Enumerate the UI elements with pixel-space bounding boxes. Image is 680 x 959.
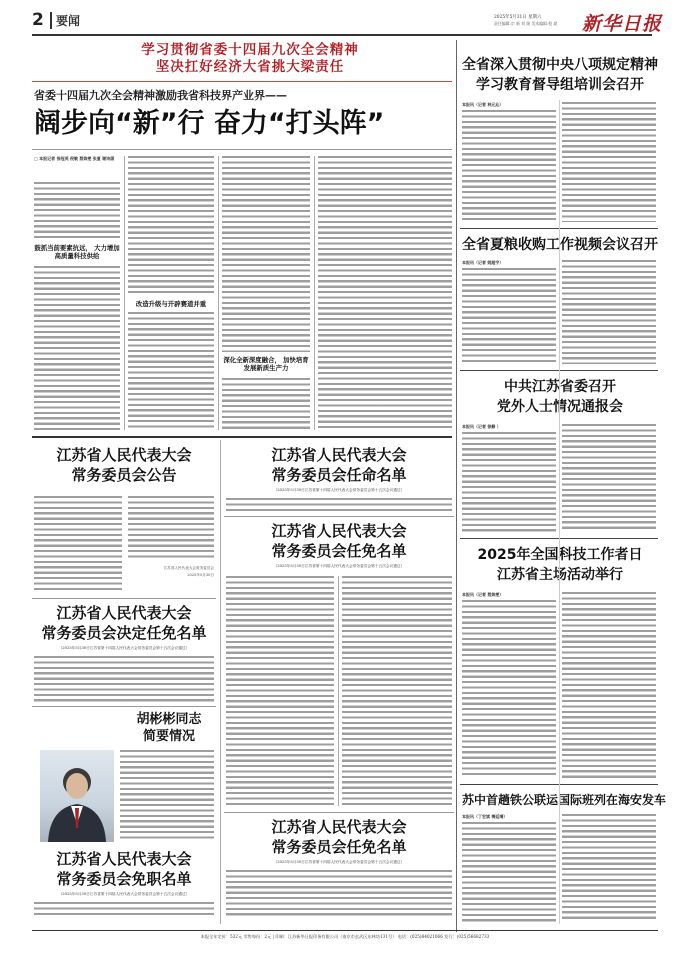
removal-list-col1 <box>226 576 334 806</box>
decision-title-1: 江苏省人民代表大会 <box>56 604 192 622</box>
story3-text-col2 <box>562 424 656 532</box>
paper-logo: 新华日报 <box>582 13 663 35</box>
banner-rule <box>32 81 452 82</box>
notices-divider <box>220 440 221 924</box>
profile-body <box>120 750 214 842</box>
lead-subhead-3: 深化全新深度融合， 加快培育发展新质生产力 <box>223 356 309 372</box>
decision-title-2: 常务委员会决定任免名单 <box>41 624 207 642</box>
lead-col-divider-3 <box>314 156 315 430</box>
lead-kicker: 省委十四届九次全会精神激励我省科技界产业界—— <box>34 89 287 102</box>
appointment-body <box>226 498 452 512</box>
portrait-figure <box>40 750 114 842</box>
lead-col1-text-b <box>34 266 120 430</box>
removal2-title-1: 江苏省人民代表大会 <box>271 818 407 836</box>
appointment-title-2: 常务委员会任命名单 <box>271 466 407 484</box>
masthead-rule <box>32 34 652 36</box>
lead-byline: □ 本报记者 徐冠英 倪敏 蔡姝雯 张夏 谢诗涵 <box>34 156 115 161</box>
lead-col1-text-a <box>34 182 120 240</box>
banner-line-1: 学习贯彻省委十四届九次全会精神 <box>141 42 359 58</box>
removal2-body <box>226 870 452 918</box>
removal-list-col2 <box>342 576 452 806</box>
story1-text-col1 <box>462 110 556 222</box>
lead-headline: 阔步向“新”行 奋力“打头阵” <box>34 108 385 139</box>
dismissal-title-2: 常务委员会免职名单 <box>56 870 192 888</box>
story4-text-col2 <box>562 592 656 778</box>
announcement-signature: 江苏省人民代表大会常务委员会 <box>163 566 214 570</box>
story4-byline: 本报讯（记者 蔡姝雯） <box>462 592 504 597</box>
story3-text-col1 <box>462 432 556 532</box>
story3-title-1: 中共江苏省委召开 <box>504 379 616 395</box>
story5-text-col2 <box>562 814 656 922</box>
banner <box>60 42 440 76</box>
story1-title-1: 全省深入贯彻中央八项规定精神 <box>462 57 658 73</box>
decision-rule <box>32 706 216 707</box>
appointment-note: （2025年5月30日江苏省第十四届人民代表大会常务委员会第十五次会议通过） <box>273 488 405 492</box>
lead-col4-text <box>318 156 452 430</box>
removal2-title-2: 常务委员会任免名单 <box>271 838 407 856</box>
appointment-title-1: 江苏省人民代表大会 <box>271 446 407 464</box>
story4-text-col1 <box>462 600 556 778</box>
removal2-note: （2025年5月30日江苏省第十四届人民代表大会常务委员会第十五次会议通过） <box>273 860 405 864</box>
announcement-body <box>34 496 122 592</box>
story2-text-col2 <box>562 260 656 364</box>
dismissal-title-1: 江苏省人民代表大会 <box>56 850 192 868</box>
masthead <box>0 0 680 38</box>
lead-col3-text-b <box>222 378 310 430</box>
lead-subhead-2: 改造升级与开辟赛道并重 <box>135 300 207 308</box>
announcement-date: 2025年5月30日 <box>187 573 214 577</box>
removal-title-2: 常务委员会任免名单 <box>271 542 407 560</box>
removal-note: （2025年5月30日江苏省第十四届人民代表大会常务委员会第十五次会议通过） <box>273 564 405 568</box>
footer-text: 本报全年定价：532元 零售每份：2元 | 印刷：江苏新华日报印务有限公司（南京市玄武区东林坊131号） 电话：(025)84021066 发行：(025)56682733 <box>200 934 490 939</box>
profile-title-2: 简要情况 <box>142 729 195 744</box>
right-column-divider <box>559 100 560 924</box>
story1-title-2: 学习教育督导组培训会召开 <box>476 77 644 93</box>
page-number: 2 <box>32 10 44 30</box>
issue-date: 2025年5月31日 星期六 <box>494 15 542 20</box>
main-column-divider <box>456 40 457 932</box>
announcement-title-1: 江苏省人民代表大会 <box>56 446 192 464</box>
story3-title-2: 党外人士情况通报会 <box>497 399 623 415</box>
lead-col-divider-2 <box>218 156 219 430</box>
banner-line-2: 坚决扛好经济大省挑大梁责任 <box>155 59 345 75</box>
removal-rule <box>224 812 454 813</box>
lead-rule <box>32 149 452 150</box>
lead-col2-text-b <box>128 312 214 430</box>
announcement-title-2: 常务委员会公告 <box>71 466 177 484</box>
announcement-rule <box>32 598 216 599</box>
decision-body <box>34 656 214 702</box>
lead-col2-text-a <box>128 156 214 296</box>
story2-title: 全省夏粮收购工作视频会议召开 <box>462 237 658 253</box>
section-name: 要闻 <box>56 14 81 28</box>
story1-byline: 本报讯（记者 林元沁） <box>462 102 504 107</box>
story5-byline: 本报讯（丁宏斌 梅廷靖） <box>462 814 508 819</box>
page-number-divider <box>50 12 52 29</box>
removal-title-1: 江苏省人民代表大会 <box>271 522 407 540</box>
removal-list-divider <box>338 576 339 806</box>
lead-col3-text-a <box>222 156 310 352</box>
story5-text-col1 <box>462 822 556 922</box>
editors-line: 责任编辑:宗 新 刘 娟 美术编辑:倪 斌 <box>494 21 558 26</box>
story2-byline: 本报讯（记者 姚超宇） <box>462 260 504 265</box>
story4-title-2: 江苏省主场活动举行 <box>497 567 623 583</box>
story5-title: 苏中首趟铁公联运国际班列在海安发车 <box>462 793 667 807</box>
dismissal-body <box>34 902 214 916</box>
lead-subhead-1: 鼓抓当前要素抗远， 大力增加高质量科技供给 <box>34 244 120 260</box>
announcement-body-2 <box>128 496 214 560</box>
decision-note: （2025年5月30日江苏省第十四届人民代表大会常务委员会第十五次会议通过） <box>58 646 190 650</box>
lead-bottom-rule <box>32 436 452 438</box>
footer-rule <box>32 930 658 931</box>
story2-text-col1 <box>462 268 556 364</box>
story1-text-col2 <box>562 102 656 222</box>
profile-title-1: 胡彬彬同志 <box>136 712 202 727</box>
story3-byline: 本报讯（记者 徐静 ） <box>462 424 501 429</box>
story4-title-1: 2025年全国科技工作者日 <box>477 547 643 563</box>
dismissal-note: （2025年5月30日江苏省第十四届人民代表大会常务委员会第十五次会议通过） <box>58 892 190 896</box>
appointment-rule <box>224 516 454 517</box>
lead-col-divider-1 <box>124 156 125 430</box>
portrait-photo <box>40 750 114 842</box>
